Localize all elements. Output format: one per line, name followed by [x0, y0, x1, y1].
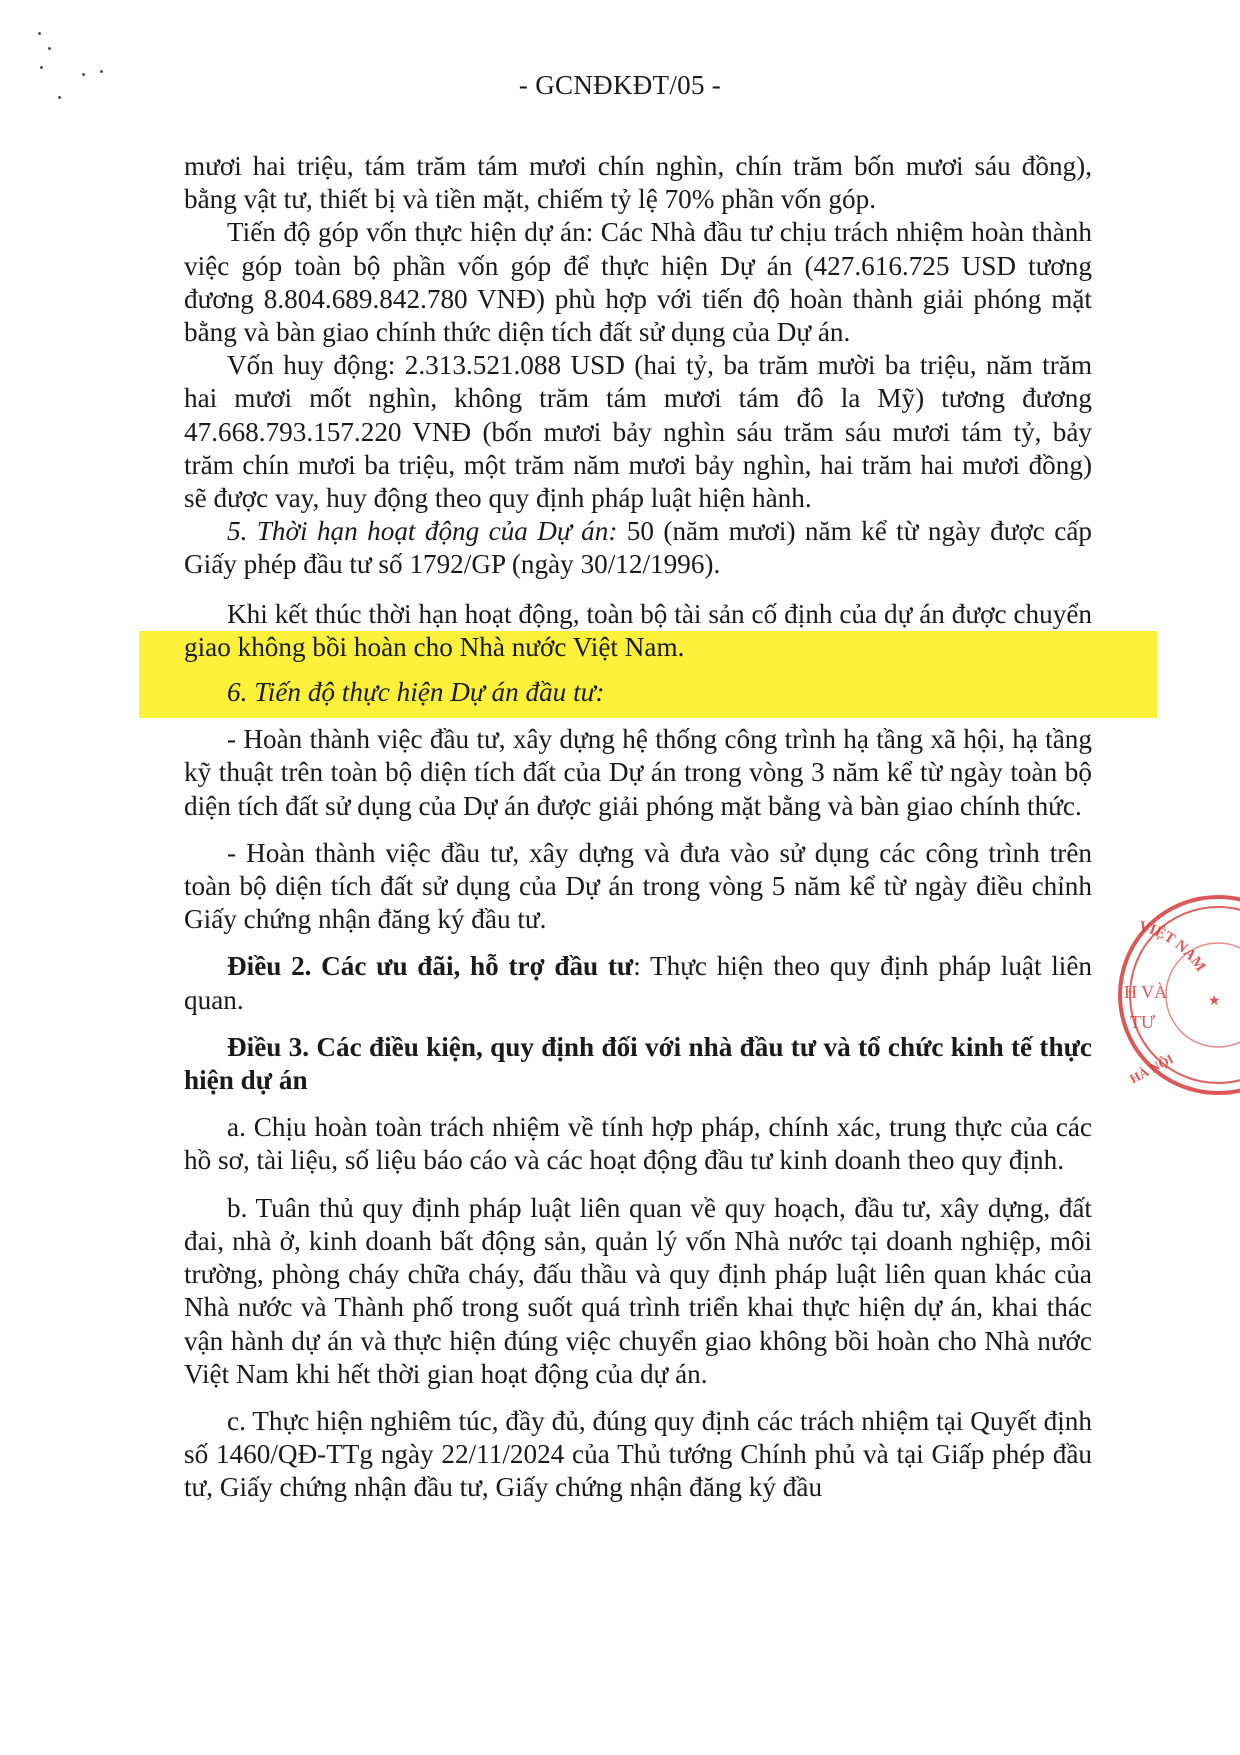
- seal-text-mid1: H VÀ: [1124, 982, 1168, 1002]
- article-2: [184, 950, 1092, 1016]
- document-code-header: - GCNĐKĐT/05 -: [518, 70, 722, 100]
- seal-text-mid2: TƯ: [1130, 1012, 1155, 1032]
- seal-text-bottom: HÀ NỘI: [1127, 1050, 1176, 1087]
- section-6-item: - Hoàn thành việc đầu tư, xây dựng hệ thống công trình hạ tầng xã hội, hạ tầng kỹ thuật trên toàn bộ diện tích đất của Dự án trong vòng 3 năm kể từ ngày toàn bộ diện tích đất sử dụng của Dự án được giải phóng mặt bằng và bàn giao chính thức.: [184, 724, 1092, 821]
- section-5-label: 5. Thời hạn hoạt động của Dự án:: [227, 516, 618, 547]
- paragraph-continuation: mươi hai triệu, tám trăm tám mươi chín nghìn, chín trăm bốn mươi sáu đồng), bằng vật tư, thiết bị và tiền mặt, chiếm tỷ lệ 70% phần vốn góp.: [184, 151, 1092, 215]
- paragraph-capital-schedule: Tiến độ góp vốn thực hiện dự án: Các Nhà đầu tư chịu trách nhiệm hoàn thành việc góp toàn bộ phần vốn góp để thực hiện Dự án (427.616.725 USD tương đương 8.804.689.842.780 VNĐ) phù hợp với tiến độ hoàn thành giải phóng mặt bằng và bàn giao chính thức diện tích đất sử dụng của Dự án.: [184, 217, 1092, 348]
- seal-graphic: [1108, 890, 1240, 1095]
- seal-arc-text: VIỆT NAM: [1136, 918, 1209, 975]
- article-3-item: a. Chịu hoàn toàn trách nhiệm về tính hợp pháp, chính xác, trung thực của các hồ sơ, tài liệu, số liệu báo cáo và các hoạt động đầu tư kinh doanh theo quy định.: [184, 1112, 1092, 1176]
- article-3-title: Điều 3. Các điều kiện, quy định đối với nhà đầu tư và tổ chức kinh tế thực hiện dự án: [184, 1031, 1092, 1096]
- seal-star-icon: ★: [1208, 994, 1221, 1009]
- section-5: [184, 515, 1092, 581]
- article-2-text: : Thực hiện theo quy định pháp luật liên quan.: [184, 951, 1092, 1015]
- article-3-item: b. Tuân thủ quy định pháp luật liên quan về quy hoạch, đầu tư, xây dựng, đất đai, nhà ở, kinh doanh bất động sản, quản lý vốn Nhà nước tại doanh nghiệp, môi trường, phòng cháy chữa cháy, đấu thầu và quy định pháp luật liên quan khác của Nhà nước và Thành phố trong suốt quá trình triển khai thực hiện dự án, khai thác vận hành dự án và thực hiện đúng việc chuyển giao không bồi hoàn cho Nhà nước Việt Nam khi hết thời gian hoạt động của dự án.: [184, 1192, 1092, 1389]
- red-seal-stamp: [1108, 890, 1240, 1095]
- article-2-title: Điều 2. Các ưu đãi, hỗ trợ đầu tư: [227, 951, 634, 982]
- highlighted-paragraph: Khi kết thúc thời hạn hoạt động, toàn bộ tài sản cố định của dự án được chuyển giao không bồi hoàn cho Nhà nước Việt Nam.: [184, 598, 1092, 662]
- section-6-label: 6. Tiến độ thực hiện Dự án đầu tư:: [227, 677, 605, 708]
- article-3-item: c. Thực hiện nghiêm túc, đầy đủ, đúng quy định các trách nhiệm tại Quyết định số 1460/QĐ-TTg ngày 22/11/2024 của Thủ tướng Chính phủ và tại Giấp phép đầu tư, Giấy chứng nhận đầu tư, Giấy chứng nhận đăng ký đầu: [184, 1405, 1092, 1503]
- document-body: [184, 150, 1092, 1505]
- paragraph-mobilized-capital: Vốn huy động: 2.313.521.088 USD (hai tỷ, ba trăm mười ba triệu, năm trăm hai mươi mốt nghìn, không trăm tám mươi tám đô la Mỹ) tương đương 47.668.793.157.220 VNĐ (bốn mươi bảy nghìn sáu trăm sáu mươi tám tỷ, bảy trăm chín mươi ba triệu, một trăm năm mươi bảy nghìn, hai trăm hai mươi đồng) sẽ được vay, huy động theo quy định pháp luật hiện hành.: [184, 350, 1092, 514]
- section-6-item: - Hoàn thành việc đầu tư, xây dựng và đưa vào sử dụng các công trình trên toàn bộ diện tích đất sử dụng của Dự án trong vòng 5 năm kể từ ngày điều chỉnh Giấy chứng nhận đăng ký đầu tư.: [184, 837, 1092, 935]
- section-5-text: 50 (năm mươi) năm kể từ ngày được cấp Giấy phép đầu tư số 1792/GP (ngày 30/12/1996).: [184, 516, 1092, 580]
